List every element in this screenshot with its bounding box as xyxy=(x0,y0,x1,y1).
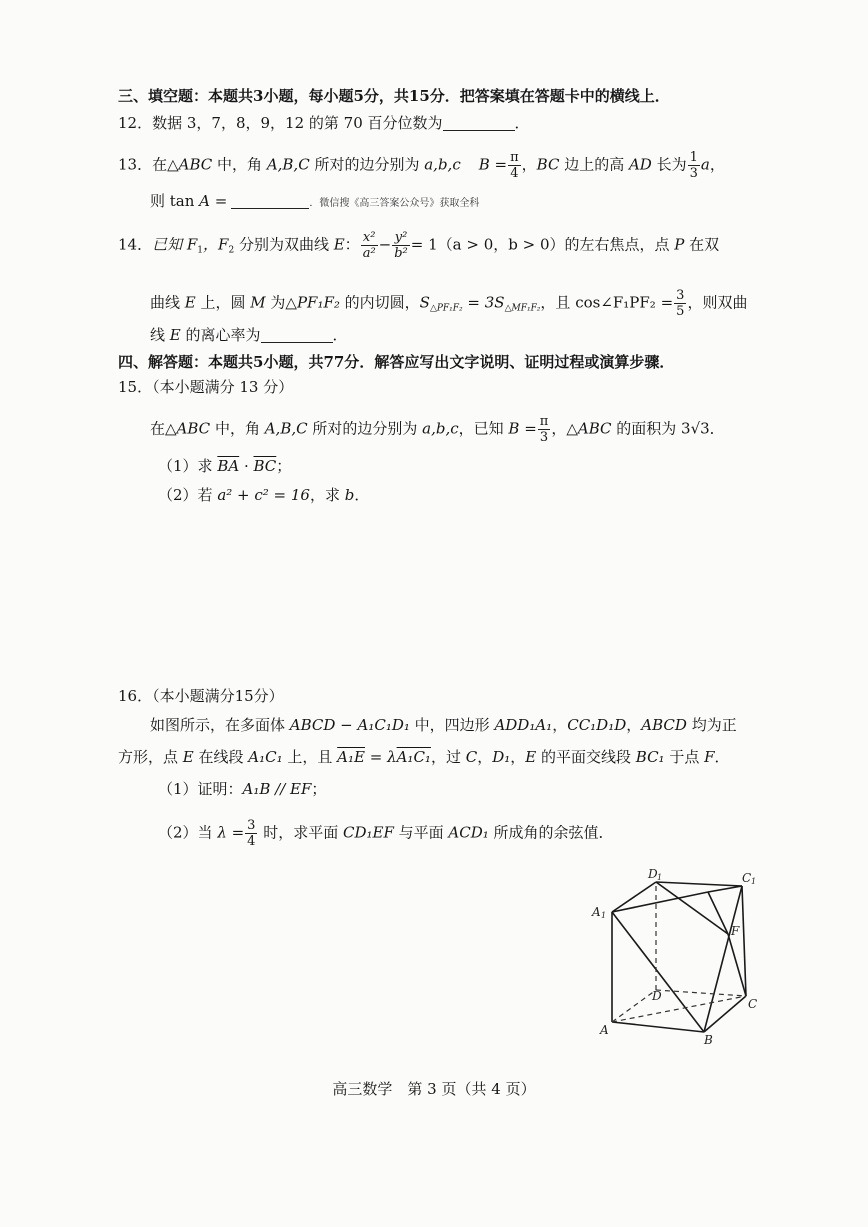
edge-c1-c xyxy=(742,886,746,996)
label-a: A xyxy=(600,1023,609,1037)
q14-answer-blank xyxy=(261,341,333,343)
q14-text: 已知 F xyxy=(152,235,198,254)
section-4-header: 四、解答题：本题共5小题，共77分．解答应写出文字说明、证明过程或演算步骤． xyxy=(118,353,675,371)
frac-num: 3 xyxy=(247,818,256,833)
q13-text: 长为 xyxy=(651,155,687,174)
q14-cos: ，且 cos∠F₁PF₂ = xyxy=(540,293,674,312)
q13-text: 在△ xyxy=(152,155,179,174)
q13-tan-a: A = xyxy=(199,192,228,210)
edge-top xyxy=(708,886,742,892)
q15-part1 xyxy=(158,455,291,477)
q15-text: ，求 xyxy=(309,486,345,504)
q13-text: 中，角 xyxy=(212,155,267,174)
q14-three-fifths xyxy=(674,288,686,319)
q13-text: 所对的边分别为 xyxy=(309,155,425,174)
hidden-edge-d-c xyxy=(656,990,746,996)
q15-header: 15．（本小题满分 13 分） xyxy=(118,378,294,396)
q13-text: 边上的高 xyxy=(559,155,629,174)
q15-text: （2）若 xyxy=(158,486,218,504)
frac-num: 3 xyxy=(676,288,685,303)
q15-b: b xyxy=(344,486,355,504)
q16-text: 在线段 xyxy=(193,748,249,766)
q15-statement xyxy=(150,414,725,445)
q15-text: 所对的边分别为 xyxy=(307,419,423,438)
edge-b-c xyxy=(704,996,746,1032)
q15-text: 中，角 xyxy=(210,419,265,438)
q16-part1 xyxy=(158,778,326,800)
q16-text: ， xyxy=(552,716,568,734)
q13-a: a xyxy=(700,155,710,174)
q16-text: （2）当 xyxy=(158,823,218,842)
frac-den: 5 xyxy=(676,304,685,319)
q16-quad2: CC₁D₁D xyxy=(567,716,627,734)
label-f: F xyxy=(731,924,740,938)
q12-end: ． xyxy=(514,114,530,132)
q15-angles: A,B,C xyxy=(264,419,308,438)
q13-triangle: ABC xyxy=(178,155,213,174)
q14-text: 线 xyxy=(150,326,170,344)
q14-s-sub2: △MF₁F₂ xyxy=(504,303,541,314)
frac-num: π xyxy=(539,414,549,429)
q14-text: 上，圆 xyxy=(195,293,251,312)
q16-three-fourths xyxy=(245,818,257,849)
q15-text: ，已知 xyxy=(458,419,509,438)
q13-angles: A,B,C xyxy=(266,155,310,174)
q16-text: ． xyxy=(714,748,730,766)
q16-statement-line2 xyxy=(118,746,730,768)
q14-p: P xyxy=(674,235,685,254)
q16-text: ，过 xyxy=(430,748,466,766)
q16-text: 上，且 xyxy=(282,748,338,766)
q14-text: 曲线 xyxy=(150,293,185,312)
q15-text: ． xyxy=(354,486,370,504)
q15-vec-bc: $\overline{BC}$ xyxy=(253,457,277,475)
q16-statement-line1 xyxy=(150,714,737,736)
q16-c: C xyxy=(465,748,478,766)
q16-e: E xyxy=(525,748,537,766)
label-a1-sub: 1 xyxy=(601,911,607,920)
q14-m: M xyxy=(250,293,266,312)
q14-e: E xyxy=(169,326,181,344)
question-14: 14．已知 $F_1$，$F_2$ 分别为双曲线 E： $\frac{\text{x²}}{\text{a²}}$ − $\frac{\text{y²}}{\text{b²}}$ = 1（a > 0，b > 0）的左右焦点，点 P 在双 xyxy=(118,230,720,261)
q15-text: ； xyxy=(276,457,292,475)
q14-text: 为△ xyxy=(265,293,297,312)
q16-text: 如图所示，在多面体 xyxy=(150,716,290,734)
section-3-header: 三、填空题：本题共3小题，每小题5分，共15分．把答案填在答题卡中的横线上． xyxy=(118,87,670,105)
q13-ad: AD xyxy=(628,155,652,174)
frac-num: 1 xyxy=(689,150,698,165)
q16-plane2: ACD₁ xyxy=(448,823,489,842)
frac-den: 4 xyxy=(510,166,519,181)
q16-text: ， xyxy=(626,716,642,734)
q13-text: 则 tan xyxy=(150,192,200,210)
q14-s: S xyxy=(419,293,430,312)
q15-part2 xyxy=(158,484,369,506)
q13-one-third xyxy=(688,150,700,181)
q14-minus: − xyxy=(378,235,392,254)
q16-lambda: = λ xyxy=(364,748,397,766)
q14-e: E xyxy=(333,235,345,254)
label-c1-sub: 1 xyxy=(751,877,757,886)
q16-a1c1: A₁C₁ xyxy=(248,748,283,766)
q14-e: E xyxy=(184,293,196,312)
frac-den: 4 xyxy=(247,834,256,849)
q15-sides: a,b,c xyxy=(422,419,459,438)
q14-x2-over-a2 xyxy=(361,230,378,261)
q16-text: 于点 xyxy=(664,748,705,766)
q16-parallel: A₁B // EF xyxy=(242,780,312,798)
q14-text: ，F xyxy=(203,235,229,254)
q14-text: 的离心率为 xyxy=(180,326,261,344)
label-d: D xyxy=(652,989,662,1003)
question-13 xyxy=(118,150,725,181)
q16-plane1: CD₁EF xyxy=(342,823,394,842)
q14-text: ，则双曲 xyxy=(687,293,748,312)
q13-b-eq: B = xyxy=(478,155,508,174)
question-14-line2 xyxy=(150,288,747,320)
q13-bc: BC xyxy=(536,155,560,174)
q15-text: （1）求 xyxy=(158,457,218,475)
q13-number: 13． xyxy=(118,155,153,174)
q16-text: 所成角的余弦值． xyxy=(488,823,614,842)
q15-text: 在△ xyxy=(150,419,177,438)
q14-s-sub: △PF₁F₂ xyxy=(429,303,463,314)
q15-pi-over-3 xyxy=(538,414,551,445)
q13-watermark-text: ．微信搜《高三答案公众号》获取全科 xyxy=(309,198,480,209)
frac-num: y² xyxy=(392,230,410,246)
q15-abc: ABC xyxy=(577,419,612,438)
q16-d1: D₁ xyxy=(492,748,511,766)
q14-y2-over-b2 xyxy=(392,230,410,261)
q16-bc1: BC₁ xyxy=(635,748,665,766)
question-12 xyxy=(118,112,530,134)
q13-text: ， xyxy=(521,155,537,174)
q12-number: 12． xyxy=(118,114,153,132)
q12-answer-blank xyxy=(443,129,515,131)
q16-text: ， xyxy=(510,748,526,766)
edge-a1-b xyxy=(612,912,704,1032)
frac-den: b² xyxy=(394,246,408,261)
q15-eq: a² + c² = 16 xyxy=(217,486,310,504)
frac-den: 3 xyxy=(689,166,698,181)
q16-vec-a1e: A₁E xyxy=(337,748,365,766)
q14-number: 14． xyxy=(118,235,153,254)
q13-text: ， xyxy=(709,155,725,174)
q15-dot: · xyxy=(239,457,254,475)
q14-3s: = 3S xyxy=(462,293,505,312)
edge-a-b xyxy=(612,1022,704,1032)
q14-text: = 1（a > 0，b > 0）的左右焦点，点 xyxy=(410,235,675,254)
q16-text: ； xyxy=(311,780,327,798)
frac-num: π xyxy=(510,150,519,165)
question-13-line2 xyxy=(150,190,479,215)
q16-solid: ABCD − A₁C₁D₁ xyxy=(289,716,410,734)
q15-abc: ABC xyxy=(176,419,211,438)
q14-colon: ： xyxy=(344,235,360,254)
question-14-line3 xyxy=(150,324,348,346)
q12-text: 数据 3，7，8，9，12 的第 70 百分位数为 xyxy=(152,114,443,132)
edge-d1-c1 xyxy=(656,882,742,886)
q16-text: 的平面交线段 xyxy=(536,748,636,766)
q16-text: 均为正 xyxy=(686,716,737,734)
q16-text: 方形，点 xyxy=(118,748,183,766)
label-d1-sub: 1 xyxy=(657,873,663,882)
q14-end: ． xyxy=(332,326,348,344)
q14-text: 的内切圆， xyxy=(339,293,420,312)
q15-vec-ba: $\overline{BA}$ xyxy=(217,457,240,475)
q16-quad1: ADD₁A₁ xyxy=(494,716,553,734)
page-footer: 高三数学 第 3 页（共 4 页） xyxy=(332,1080,536,1098)
q16-text: （1）证明： xyxy=(158,780,243,798)
q16-text: 中，四边形 xyxy=(409,716,495,734)
q16-text: 时，求平面 xyxy=(258,823,343,842)
frac-num: x² xyxy=(361,230,378,246)
frac-den: 3 xyxy=(539,430,549,445)
q14-triangle: PF₁F₂ xyxy=(296,293,340,312)
q16-f: F xyxy=(704,748,715,766)
q15-b-eq: B = xyxy=(508,419,537,438)
q16-vec-a1c1: A₁C₁ xyxy=(396,748,431,766)
label-d1: D xyxy=(648,867,658,881)
q16-header: 16．（本小题满分15分） xyxy=(118,687,284,705)
q16-text: 与平面 xyxy=(393,823,449,842)
polyhedron-figure xyxy=(590,862,770,1052)
frac-den: a² xyxy=(362,246,376,261)
edge-b-c1 xyxy=(704,886,742,1032)
q16-e: E xyxy=(182,748,194,766)
q16-lambda-eq: λ = xyxy=(217,823,245,842)
label-c1: C xyxy=(742,871,752,885)
q13-sides: a,b,c xyxy=(424,155,461,174)
q14-text: 分别为双曲线 xyxy=(234,235,334,254)
label-c: C xyxy=(748,997,758,1011)
q16-text: ， xyxy=(477,748,493,766)
q16-part2 xyxy=(158,818,614,849)
label-a1: A xyxy=(592,905,601,919)
q14-text: 在双 xyxy=(684,235,720,254)
q15-text: ，△ xyxy=(551,419,578,438)
q13-answer-blank xyxy=(231,207,309,209)
q15-text: 的面积为 3√3． xyxy=(611,419,725,438)
q16-quad3: ABCD xyxy=(641,716,687,734)
label-b: B xyxy=(704,1033,713,1047)
q13-pi-over-4 xyxy=(508,150,521,181)
